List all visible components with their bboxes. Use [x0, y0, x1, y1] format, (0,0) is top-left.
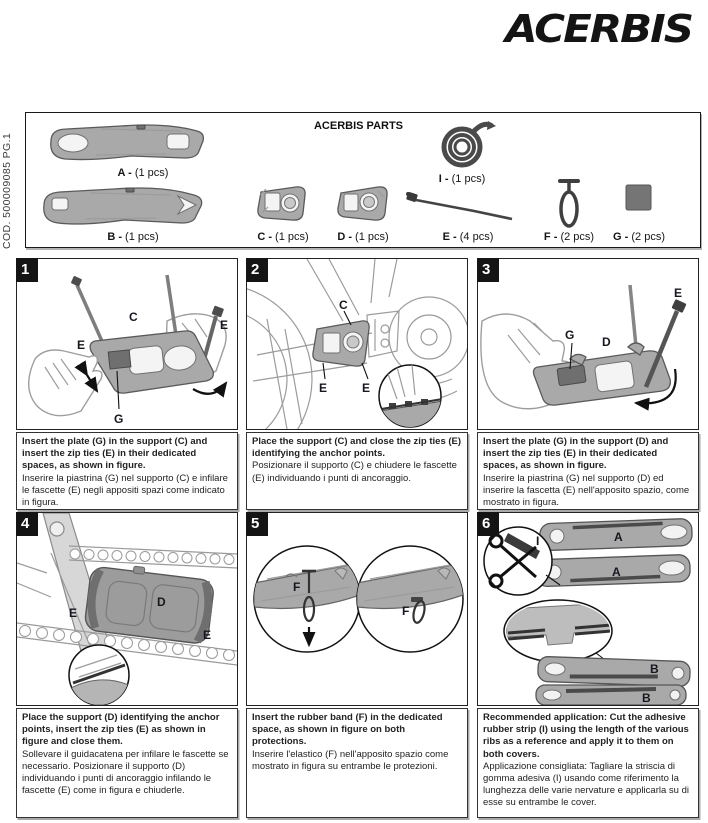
panel-3-caption — [477, 432, 699, 510]
panel-4 — [16, 512, 238, 818]
panel-5-detail-right — [357, 546, 463, 652]
panel-5-label-f-left: F — [293, 580, 301, 594]
panel-6-illustration — [478, 513, 698, 705]
acerbis-logo: ACERBIS — [505, 5, 692, 52]
part-d-qty: (1 pcs) — [355, 231, 389, 243]
part-i-drawing — [426, 117, 498, 171]
panel-4-number: 4 — [16, 512, 38, 536]
panel-4-label-d: D — [157, 595, 166, 609]
part-c-qty: (1 pcs) — [275, 231, 309, 243]
part-g-caption — [584, 231, 694, 243]
panel-2-label-e-left: E — [319, 381, 328, 395]
panel-1-figure — [16, 258, 238, 430]
panel-4-caption — [16, 708, 238, 818]
part-g-drawing — [624, 183, 654, 213]
panel-6-cover-b1 — [538, 656, 691, 686]
panel-1-text-en: Insert the plate (G) in the support (C) and insert the zip ties (E) in their dedicated spaces, as shown in figure. — [22, 436, 208, 472]
panel-3 — [477, 258, 699, 510]
panel-4-label-e-right: E — [203, 628, 212, 642]
panel-6-label-b1: B — [650, 662, 659, 676]
part-f-drawing — [552, 177, 586, 229]
panel-1-label-e-left: E — [77, 338, 86, 352]
panel-4-chain-upper — [69, 546, 237, 568]
panel-3-figure — [477, 258, 699, 430]
panel-1-label-c: C — [129, 310, 138, 324]
part-b-drawing — [36, 183, 206, 229]
part-c-name: C - — [257, 231, 272, 243]
panel-1-illustration — [17, 259, 237, 429]
panel-2-text-it: Posizionare il supporto (C) e chiudere le fascette (E) individuando i punti di ancoraggio. — [252, 460, 457, 484]
parts-box — [25, 112, 701, 248]
panel-3-number: 3 — [477, 258, 499, 282]
panel-2-caption — [246, 432, 468, 510]
panel-1-text-it: Inserire la piastrina (G) nel supporto (C) e infilare le fascette (E) negli appositi spazi come indicato in figura. — [22, 472, 228, 509]
panel-3-label-e: E — [674, 286, 683, 300]
panel-5-number: 5 — [246, 512, 268, 536]
part-d-name: D - — [337, 231, 352, 243]
panel-6-label-b2: B — [642, 691, 651, 705]
panel-2-label-e-right: E — [362, 381, 371, 395]
panel-2-inset-detail — [377, 365, 445, 429]
part-e-caption — [413, 231, 523, 243]
panel-2-text-en: Place the support (C) and close the zip ties (E) identifying the anchor points. — [252, 436, 462, 460]
panel-1-number: 1 — [16, 258, 38, 282]
panel-6-label-a2: A — [612, 565, 621, 579]
panel-2-label-c: C — [339, 298, 348, 312]
part-b-qty: (1 pcs) — [125, 231, 159, 243]
panel-4-label-e-left: E — [69, 606, 78, 620]
panel-1-label-e-right: E — [220, 318, 229, 332]
panel-3-illustration — [478, 259, 698, 429]
panel-2 — [246, 258, 468, 510]
panel-2-number: 2 — [246, 258, 268, 282]
part-g-name: G - — [613, 231, 629, 243]
parts-box-title: ACERBIS PARTS — [313, 120, 404, 132]
panel-3-text-it: Inserire la piastrina (G) nel supporto (D) ed inserire la fascetta (E) nell'apposito spazio, come mostrato in figura. — [483, 472, 690, 509]
panel-5-figure — [246, 512, 468, 706]
panel-6-label-i: I — [536, 534, 540, 548]
panel-5-label-f-right: F — [402, 604, 410, 618]
panel-3-text-en: Insert the plate (G) in the support (D) and insert the zip ties (E) in their dedicated spaces, as shown in figure. — [483, 436, 669, 472]
panel-5-text-en: Insert the rubber band (F) in the dedicated space, as shown in figure on both protections. — [252, 712, 443, 748]
panel-4-cover-d — [84, 561, 215, 645]
product-code-vertical: COD. 500009085 PG.1 — [1, 132, 13, 249]
panel-4-inset-detail — [69, 645, 129, 705]
part-b-name: B - — [107, 231, 122, 243]
part-a-caption — [88, 167, 198, 179]
part-a-name: A - — [117, 167, 132, 179]
panel-1-caption — [16, 432, 238, 510]
panel-6-figure — [477, 512, 699, 706]
part-a-drawing — [41, 121, 206, 165]
part-f-name: F - — [543, 231, 558, 243]
part-d-caption — [308, 231, 418, 243]
panel-5-detail-left — [254, 546, 360, 652]
panel-5 — [246, 512, 468, 818]
panel-6-label-a1: A — [614, 530, 623, 544]
part-g-qty: (2 pcs) — [631, 231, 665, 243]
panel-6-number: 6 — [477, 512, 499, 536]
part-b-caption — [78, 231, 188, 243]
panel-6-text-it: Applicazione consigliata: Tagliare la striscia di gomma adesiva (I) usando come riferimento la lunghezza delle varie nervature e applicarla su di esse su entrambe le cover. — [483, 760, 689, 809]
panel-4-text-it: Sollevare il guidacatena per infilare le fascette se necessario. Posizionare il supporto (D) individuando i punti di ancoraggio infilando le fascette (E) come in figura e chiuderle. — [22, 748, 229, 797]
panel-3-label-g: G — [565, 328, 575, 342]
panel-5-caption — [246, 708, 468, 818]
part-i-caption — [407, 173, 517, 185]
panel-4-illustration — [17, 513, 237, 705]
panel-6-caption — [477, 708, 699, 818]
part-f-qty: (2 pcs) — [560, 231, 595, 243]
panel-6-cover-b2 — [536, 685, 686, 705]
panel-2-illustration — [247, 259, 467, 429]
panel-4-figure — [16, 512, 238, 706]
panel-6 — [477, 512, 699, 818]
part-a-qty: (1 pcs) — [134, 167, 169, 179]
part-i-name: I - — [438, 173, 449, 185]
panel-1 — [16, 258, 238, 510]
panel-1-label-g: G — [114, 412, 124, 426]
part-i-qty: (1 pcs) — [451, 173, 486, 185]
panel-5-illustration — [247, 513, 467, 705]
part-c-drawing — [254, 183, 312, 225]
panel-4-text-en: Place the support (D) identifying the anchor points, insert the zip ties (E) as shown in figure and close them. — [22, 712, 220, 748]
panel-2-figure — [246, 258, 468, 430]
panel-5-text-it: Inserire l'elastico (F) nell'apposito spazio come mostrato in figura su entrambe le protezioni. — [252, 748, 449, 772]
panel-6-text-en: Recommended application: Cut the adhesive rubber strip (I) using the length of the various ribs as a reference and apply it to them on both covers. — [483, 712, 689, 760]
part-e-name: E - — [442, 231, 457, 243]
panel-3-label-d: D — [602, 335, 611, 349]
part-e-qty: (4 pcs) — [459, 231, 494, 243]
part-d-drawing — [334, 183, 392, 225]
part-e-drawing — [404, 191, 516, 225]
